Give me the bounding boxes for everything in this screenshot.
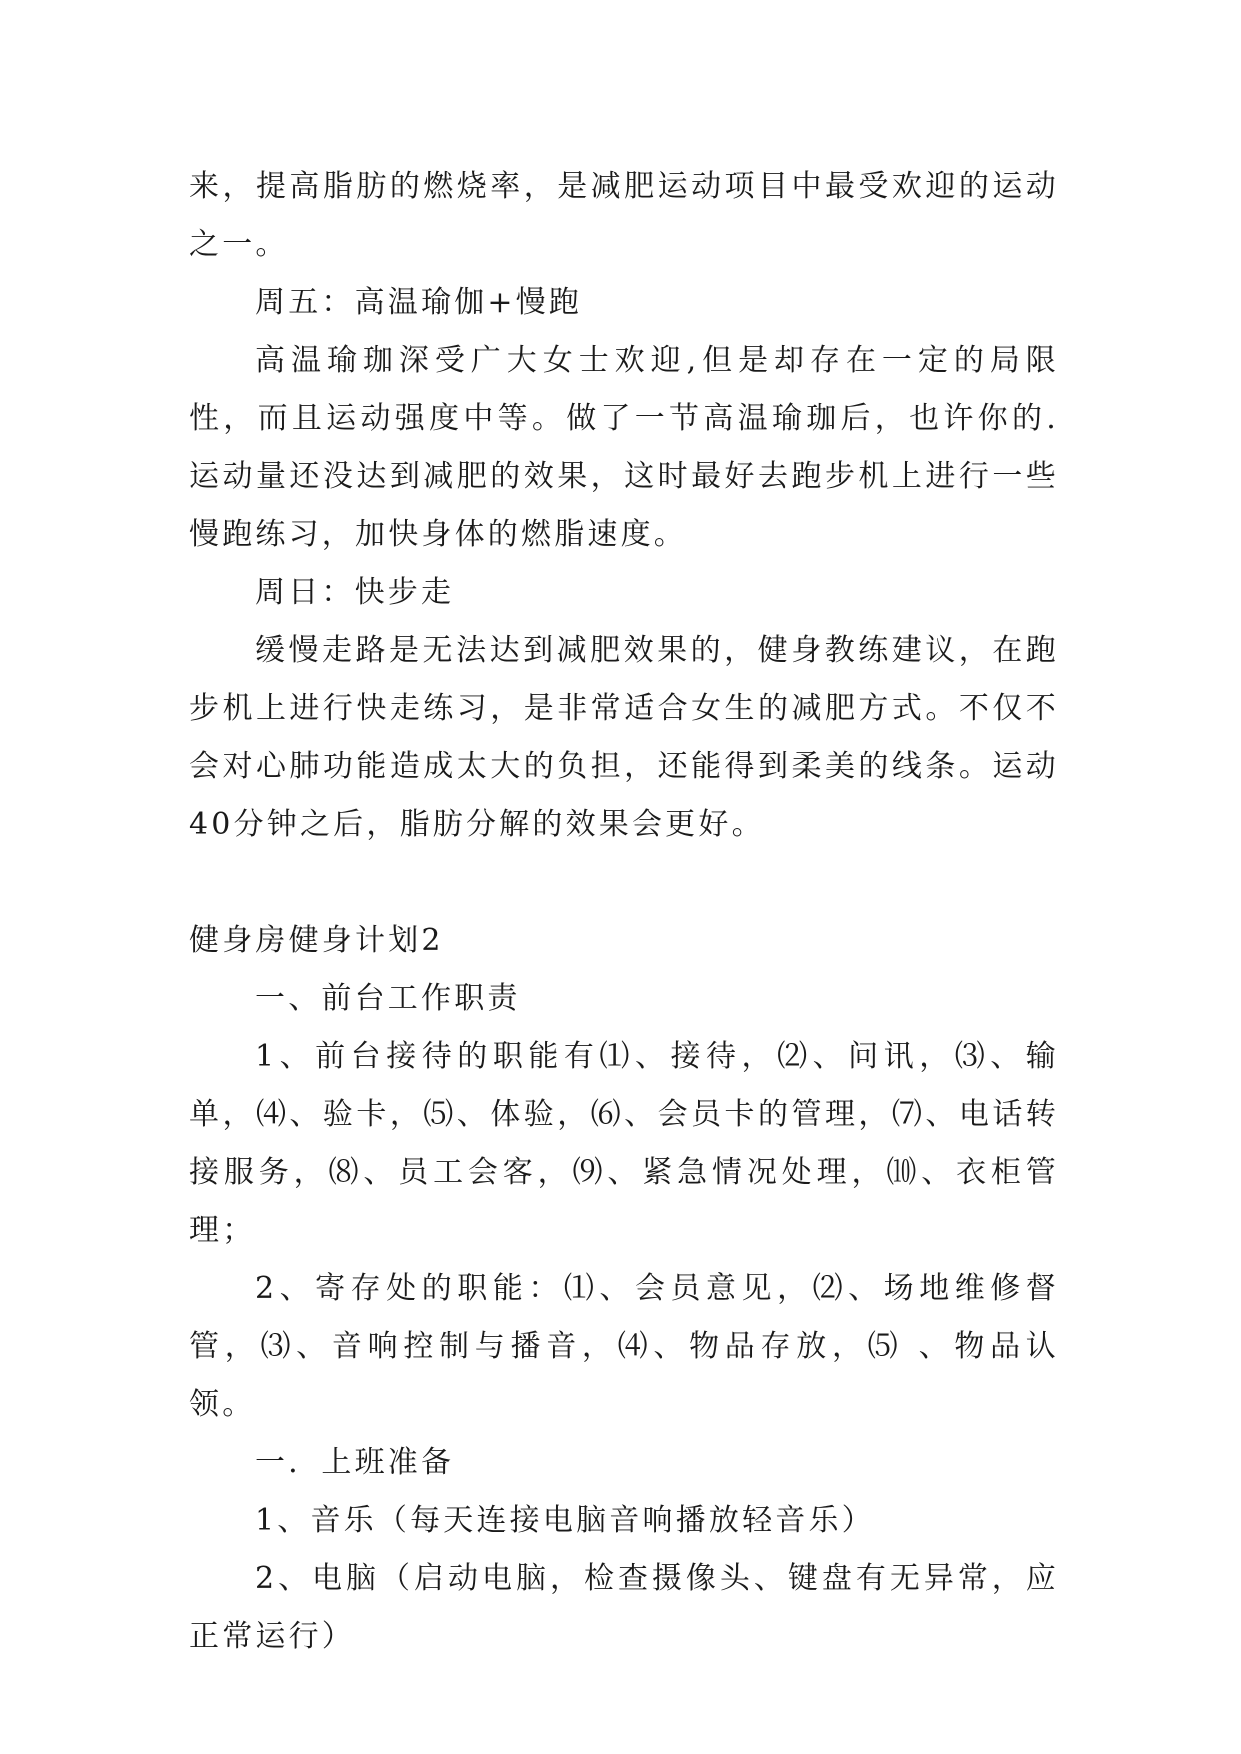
paragraph-continuation: 来，提高脂肪的燃烧率，是减肥运动项目中最受欢迎的运动之一。 xyxy=(189,169,1059,262)
paragraph-sunday-heading: 周日：快步走 xyxy=(255,575,455,610)
paragraph-brisk-walk: 缓慢走路是无法达到减肥效果的，健身教练建议，在跑步机上进行快走练习，是非常适合女生的减肥方式。不仅不会对心肺功能造成太大的负担，还能得到柔美的线条。运动40分钟之后，脂肪分解的效果会更好。 xyxy=(189,633,1059,842)
paragraph-friday-heading: 周五：高温瑜伽+慢跑 xyxy=(255,285,583,320)
paragraph-hot-yoga: 高温瑜珈深受广大女士欢迎,但是却存在一定的局限性，而且运动强度中等。做了一节高温瑜珈后，也许你的.运动量还没达到减肥的效果，这时最好去跑步机上进行一些慢跑练习，加快身体的燃脂速度。 xyxy=(189,343,1059,552)
section-title: 健身房健身计划2 xyxy=(189,923,444,958)
section-spacer xyxy=(189,854,1059,912)
paragraph-front-desk-duties: 1、前台接待的职能有⑴、接待，⑵、问讯，⑶、输单，⑷、验卡，⑸、体验，⑹、会员卡的管理，⑺、电话转接服务，⑻、员工会客，⑼、紧急情况处理，⑽、衣柜管理； xyxy=(189,1039,1059,1248)
document-body xyxy=(189,158,1059,1666)
paragraph-front-desk-heading: 一、前台工作职责 xyxy=(255,981,521,1016)
paragraph-computer: 2、电脑（启动电脑，检查摄像头、键盘有无异常，应正常运行） xyxy=(189,1561,1059,1654)
paragraph-cloakroom-duties: 2、寄存处的职能：⑴、会员意见，⑵、场地维修督管，⑶、音响控制与播音，⑷、物品存放，⑸ 、物品认领。 xyxy=(189,1271,1059,1422)
paragraph-shift-prep-heading: 一．上班准备 xyxy=(255,1445,455,1480)
paragraph-music: 1、音乐（每天连接电脑音响播放轻音乐） xyxy=(255,1503,875,1538)
